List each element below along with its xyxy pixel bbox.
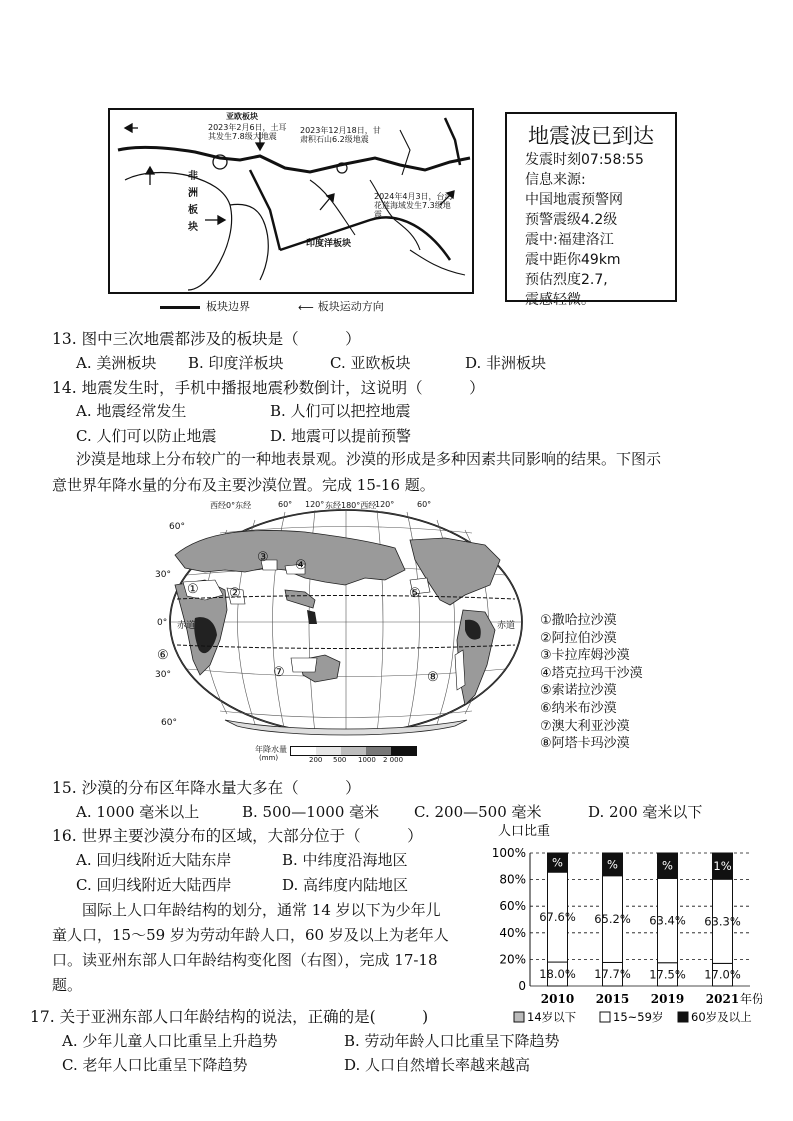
desert-legend-item: ⑥纳米布沙漠 (540, 700, 617, 716)
lon-label: 120° (375, 500, 395, 509)
lat-label: 60° (161, 718, 177, 728)
plate-label-indian: 印度洋板块 (306, 239, 352, 249)
desert-marker-5: ⑤ (409, 586, 421, 601)
y-axis-title: 人口比重 (498, 824, 551, 839)
q14-option-b[interactable]: B. 人们可以把控地震 (270, 402, 411, 420)
desert-marker-2: ② (229, 586, 241, 601)
plate-map (108, 108, 474, 294)
quake-label-turkey: 2023年2月6日，土耳其发生7.8级大地震 (208, 123, 287, 141)
q17-option-b[interactable]: B. 劳动年龄人口比重呈下降趋势 (344, 1032, 560, 1050)
question-14-stem: 14. 地震发生时，手机中播报地震秒数倒计，这说明（ ） (52, 379, 485, 397)
y-tick-label: 20% (499, 952, 526, 967)
bar-value-label: % (552, 855, 563, 870)
bar-value-label: 67.6% (539, 910, 576, 925)
bar-value-label: 1% (713, 859, 732, 874)
alert-line: 信息来源: (525, 172, 586, 188)
y-tick-label: 100% (492, 846, 526, 860)
plate-label-eurasia: 亚欧板块 (226, 112, 258, 121)
bar-value-label: 63.4% (649, 913, 686, 928)
q16-option-a[interactable]: A. 回归线附近大陆东岸 (76, 851, 232, 869)
desert-legend-item: ③卡拉库姆沙漠 (540, 648, 630, 664)
desert-legend-item: ⑦澳大利亚沙漠 (540, 718, 630, 734)
lat-label: 30° (155, 670, 171, 680)
question-16-stem: 16. 世界主要沙漠分布的区域，大部分位于（ ） (52, 827, 423, 845)
legend-label: 14岁以下 (527, 1010, 577, 1023)
intro-desert-line2: 意世界年降水量的分布及主要沙漠位置。完成 15-16 题。 (52, 476, 435, 494)
question-15-stem: 15. 沙漠的分布区年降水量大多在（ ） (52, 779, 361, 797)
desert-marker-7: ⑦ (273, 665, 285, 680)
lon-label: 60° (417, 500, 432, 509)
plate-label-africa: 非洲板块 (188, 171, 198, 233)
q16-option-c[interactable]: C. 回归线附近大陆西岸 (76, 876, 232, 894)
desert-legend-item: ⑤索诺拉沙漠 (540, 683, 617, 699)
bar-value-label: 17.7% (594, 967, 631, 982)
lon-label: 120° (305, 500, 325, 509)
chart-svg (492, 823, 762, 1023)
desert-legend-item: ④塔克拉玛干沙漠 (540, 665, 643, 681)
world-precipitation-map (155, 500, 527, 768)
q16-option-b[interactable]: B. 中纬度沿海地区 (282, 851, 408, 869)
bar-value-label: 63.3% (704, 914, 741, 929)
q15-option-b[interactable]: B. 500—1000 毫米 (242, 803, 380, 821)
bar-value-label: % (607, 857, 618, 872)
legend-label: 15~59岁 (613, 1010, 664, 1023)
precip-legend-unit: (mm) (259, 754, 279, 762)
lon-label: 60° (278, 500, 293, 509)
alert-line: 震感轻微。 (525, 292, 595, 308)
equator-label-left: 赤道 (177, 621, 196, 631)
q13-option-a[interactable]: A. 美洲板块 (76, 354, 157, 372)
alert-line: 震中:福建洛江 (525, 232, 614, 248)
desert-legend-item: ⑧阿塔卡玛沙漠 (540, 736, 630, 752)
q16-option-d[interactable]: D. 高纬度内陆地区 (282, 876, 409, 894)
quake-label-gansu: 2023年12月18日，甘肃积石山6.2级地震 (300, 126, 381, 144)
q13-option-d[interactable]: D. 非洲板块 (465, 354, 547, 372)
precip-tick: 2 000 (383, 756, 404, 764)
alert-line: 发震时刻07:58:55 (525, 152, 644, 168)
legend-label: 60岁及以上 (691, 1010, 752, 1023)
q13-option-b[interactable]: B. 印度洋板块 (188, 354, 284, 372)
legend-plate-motion: ⟵ 板块运动方向 (298, 300, 384, 314)
lat-label: 30° (155, 570, 171, 580)
desert-marker-3: ③ (257, 550, 269, 565)
intro-population-line: 国际上人口年龄结构的划分，通常 14 岁以下为少年儿 (52, 901, 441, 919)
intro-population-line: 童人口，15～59 岁为劳动年龄人口，60 岁及以上为老年人 (52, 926, 449, 944)
bar-value-label: 65.2% (594, 912, 631, 927)
q17-option-c[interactable]: C. 老年人口比重呈下降趋势 (62, 1056, 248, 1074)
q17-option-a[interactable]: A. 少年儿童人口比重呈上升趋势 (62, 1032, 278, 1050)
y-tick-label: 0 (518, 979, 526, 993)
y-tick-label: 40% (499, 925, 526, 940)
question-17-stem: 17. 关于亚洲东部人口年龄结构的说法，正确的是( ) (30, 1008, 429, 1026)
x-tick-label: 2021 (705, 992, 740, 1006)
intro-population-line: 口。读亚州东部人口年龄结构变化图（右图），完成 17-18 (52, 951, 438, 969)
lon-label: 东经180°西经 (325, 501, 377, 510)
x-tick-label: 2010 (540, 992, 575, 1006)
desert-marker-1: ① (187, 582, 199, 597)
q15-option-c[interactable]: C. 200—500 毫米 (414, 803, 542, 821)
legend-swatch (514, 1012, 524, 1022)
bar-value-label: 17.5% (649, 967, 686, 982)
q15-option-d[interactable]: D. 200 毫米以下 (588, 803, 703, 821)
desert-marker-8: ⑧ (427, 670, 439, 685)
bar-value-label: % (662, 858, 673, 873)
intro-population-line: 题。 (52, 976, 83, 994)
quake-label-taiwan: 2024年4月3日，台湾花莲海域发生7.3级地震 (374, 192, 453, 219)
earthquake-alert-box (505, 112, 677, 308)
desert-legend-item: ②阿拉伯沙漠 (540, 630, 617, 646)
y-tick-label: 60% (499, 899, 526, 914)
desert-marker-6: ⑥ (157, 648, 169, 663)
alert-line: 中国地震预警网 (525, 192, 623, 208)
legend-plate-boundary: 板块边界 (160, 298, 250, 314)
y-tick-label: 80% (499, 872, 526, 887)
boundary-line-icon (160, 306, 200, 309)
question-13-stem: 13. 图中三次地震都涉及的板块是（ ） (52, 330, 361, 348)
precip-legend-title: 年降水量 (255, 745, 287, 754)
alert-line: 震中距你49km (525, 252, 621, 268)
lon-label: 西经0°东经 (210, 501, 252, 510)
legend-swatch (678, 1012, 688, 1022)
desert-legend (540, 612, 643, 753)
x-tick-label: 2015 (595, 992, 630, 1006)
alert-line: 预警震级4.2级 (525, 212, 618, 228)
bar-value-label: 18.0% (539, 967, 576, 982)
q15-option-a[interactable]: A. 1000 毫米以上 (76, 803, 200, 821)
x-tick-label: 2019 (650, 992, 685, 1006)
q14-option-c[interactable]: C. 人们可以防止地震 (76, 427, 217, 445)
x-axis-title: 年份 (740, 992, 762, 1006)
alert-title: 地震波已到达 (528, 124, 654, 148)
precip-tick: 1000 (358, 756, 376, 764)
population-structure-chart (492, 823, 762, 1023)
equator-label-right: 赤道 (497, 621, 516, 631)
legend-swatch (600, 1012, 610, 1022)
q17-option-d[interactable]: D. 人口自然增长率越来越高 (344, 1056, 531, 1074)
q14-option-d[interactable]: D. 地震可以提前预警 (270, 427, 412, 445)
lat-label: 60° (169, 522, 185, 532)
q14-option-a[interactable]: A. 地震经常发生 (76, 402, 187, 420)
alert-line: 预估烈度2.7, (525, 272, 608, 288)
arrow-left-icon: ⟵ (298, 300, 314, 314)
precip-legend-bar (290, 746, 417, 756)
world-map-drawing (165, 500, 527, 768)
precip-tick: 500 (333, 756, 347, 764)
precip-tick: 200 (309, 756, 323, 764)
desert-marker-4: ④ (295, 558, 307, 573)
desert-legend-item: ①撒哈拉沙漠 (540, 613, 617, 628)
q13-option-c[interactable]: C. 亚欧板块 (330, 354, 411, 372)
intro-desert-line1: 沙漠是地球上分布较广的一种地表景观。沙漠的形成是多种因素共同影响的结果。下图示 (76, 450, 662, 468)
bar-value-label: 17.0% (704, 967, 741, 982)
lat-label: 0° (157, 618, 168, 628)
